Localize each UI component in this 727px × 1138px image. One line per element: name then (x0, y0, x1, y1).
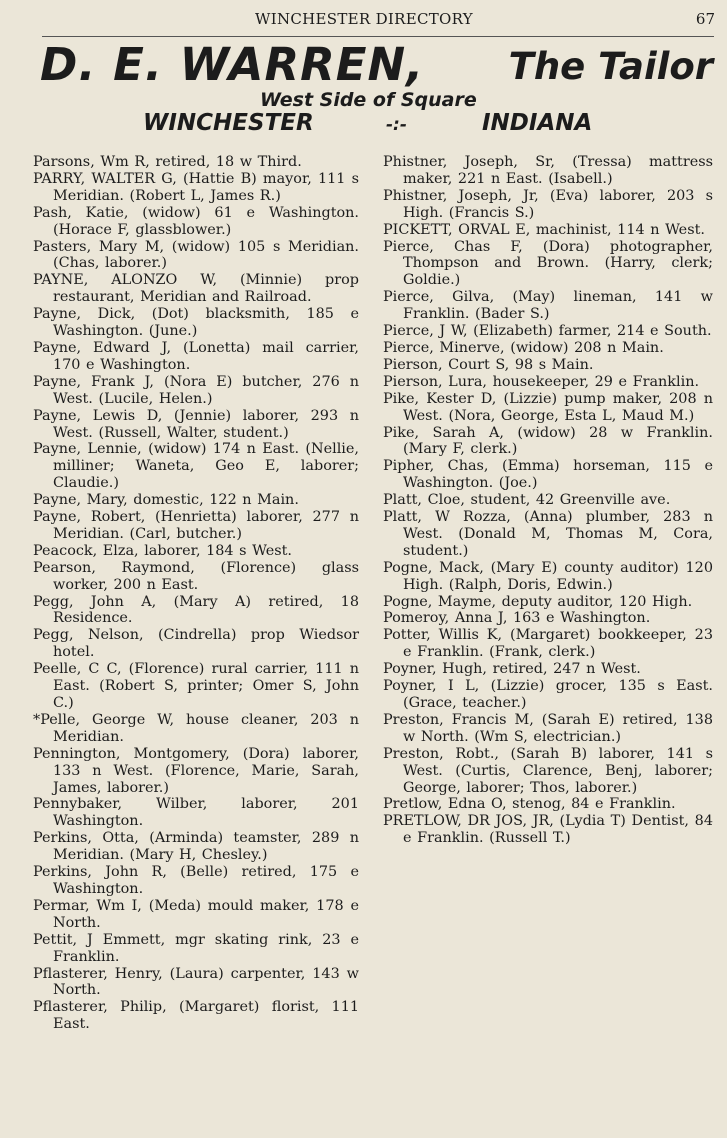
directory-entry: Perkins, John R, (Belle) retired, 175 e Washington. (33, 864, 359, 897)
directory-entry: Pogne, Mack, (Mary E) county auditor) 120 High. (Ralph, Doris, Edwin.) (383, 559, 713, 593)
advert-location: West Side of Square (260, 89, 477, 111)
directory-entry: Payne, Lennie, (widow) 174 n East. (Nellie, milliner; Waneta, Geo E, laborer; Claudie.) (33, 441, 359, 492)
directory-entry: Preston, Francis M, (Sarah E) retired, 138 w North. (Wm S, electrician.) (383, 711, 713, 745)
directory-entry: Potter, Willis K, (Margaret) bookkeeper, 23 e Franklin. (Frank, clerk.) (383, 627, 713, 661)
advert-state: INDIANA (482, 110, 593, 136)
directory-entry: Pennington, Montgomery, (Dora) laborer, 133 n West. (Florence, Marie, Sarah, James, laborer.) (33, 745, 359, 796)
directory-entry: PRETLOW, DR JOS, JR, (Lydia T) Dentist, 84 e Franklin. (Russell T.) (383, 813, 713, 847)
directory-entry: Pflasterer, Henry, (Laura) carpenter, 143 w North. (33, 965, 359, 999)
directory-entry: Payne, Lewis D, (Jennie) laborer, 293 n West. (Russell, Walter, student.) (33, 407, 359, 441)
running-head (0, 10, 727, 32)
directory-entry: Phistner, Joseph, Jr, (Eva) laborer, 203 s High. (Francis S.) (383, 187, 713, 221)
directory-entry: Perkins, Otta, (Arminda) teamster, 289 n Meridian. (Mary H, Chesley.) (33, 830, 359, 864)
header-rule (42, 36, 714, 37)
directory-entry: Pretlow, Edna O, stenog, 84 e Franklin. (383, 796, 676, 813)
advert-name: D. E. WARREN, (40, 38, 425, 91)
directory-entry: Pike, Sarah A, (widow) 28 w Franklin. (Mary F, clerk.) (383, 424, 713, 458)
directory-entry: Peelle, C C, (Florence) rural carrier, 111 n East. (Robert S, printer; Omer S, John C.) (33, 661, 359, 711)
directory-entry: Peacock, Elza, laborer, 184 s West. (33, 542, 292, 559)
directory-entry: Poyner, I L, (Lizzie) grocer, 135 s East. (Grace, teacher.) (383, 678, 713, 711)
directory-entry: Poyner, Hugh, retired, 247 n West. (383, 661, 641, 678)
directory-entry: Pasters, Mary M, (widow) 105 s Meridian. (Chas, laborer.) (33, 238, 359, 272)
directory-entry: *Pelle, George W, house cleaner, 203 n Meridian. (33, 711, 359, 745)
directory-entry: Payne, Dick, (Dot) blacksmith, 185 e Washington. (June.) (33, 306, 359, 340)
directory-entry: Pogne, Mayme, deputy auditor, 120 High. (383, 593, 693, 610)
directory-entry: Pearson, Raymond, (Florence) glass worker, 200 n East. (33, 559, 359, 593)
directory-entry: Payne, Edward J, (Lonetta) mail carrier, 170 e Washington. (33, 339, 359, 373)
directory-entry: Payne, Robert, (Henrietta) laborer, 277 n Meridian. (Carl, butcher.) (33, 509, 359, 542)
directory-entry: Pomeroy, Anna J, 163 e Washington. (383, 610, 651, 627)
directory-entry: Pierce, Gilva, (May) lineman, 141 w Franklin. (Bader S.) (383, 289, 713, 323)
directory-entry: Pierce, Minerve, (widow) 208 n Main. (383, 339, 664, 356)
directory-entry: Pierson, Court S, 98 s Main. (383, 356, 594, 373)
directory-entry: Permar, Wm I, (Meda) mould maker, 178 e North. (33, 897, 359, 931)
directory-entry: Pipher, Chas, (Emma) horseman, 115 e Washington. (Joe.) (383, 458, 713, 492)
directory-entry: Pike, Kester D, (Lizzie) pump maker, 208 n West. (Nora, George, Esta L, Maud M.) (383, 390, 713, 424)
directory-column-right (383, 154, 713, 847)
directory-entry: Pennybaker, Wilber, laborer, 201 Washington. (33, 796, 359, 830)
directory-entry: Pegg, John A, (Mary A) retired, 18 Residence. (33, 593, 359, 627)
directory-entry: Payne, Mary, domestic, 122 n Main. (33, 492, 299, 509)
directory-entry: PAYNE, ALONZO W, (Minnie) prop restaurant, Meridian and Railroad. (33, 272, 359, 306)
directory-entry: Parsons, Wm R, retired, 18 w Third. (33, 154, 302, 170)
advert-city: WINCHESTER (143, 110, 314, 136)
directory-entry: Pash, Katie, (widow) 61 e Washington. (Horace F, glassblower.) (33, 204, 359, 238)
directory-column-left (33, 154, 359, 1033)
directory-entry: Pierson, Lura, housekeeper, 29 e Franklin. (383, 373, 700, 390)
directory-entry: Platt, W Rozza, (Anna) plumber, 283 n West. (Donald M, Thomas M, Cora, student.) (383, 509, 713, 559)
directory-entry: Phistner, Joseph, Sr, (Tressa) mattress maker, 221 n East. (Isabell.) (383, 154, 713, 187)
advert-separator: -:- (386, 115, 407, 135)
directory-entry: Pflasterer, Philip, (Margaret) florist, 111 East. (33, 999, 359, 1033)
directory-entry: Platt, Cloe, student, 42 Greenville ave. (383, 492, 671, 509)
directory-entry: Pettit, J Emmett, mgr skating rink, 23 e Franklin. (33, 931, 359, 965)
directory-entry: Preston, Robt., (Sarah B) laborer, 141 s West. (Curtis, Clarence, Benj, laborer; George, laborer; Thos, laborer.) (383, 745, 713, 796)
page-number: 67 (695, 10, 715, 28)
advert-trade: The Tailor (508, 45, 713, 88)
directory-entry: PICKETT, ORVAL E, machinist, 114 n West. (383, 221, 705, 238)
running-title: WINCHESTER DIRECTORY (255, 10, 473, 28)
directory-entry: Pegg, Nelson, (Cindrella) prop Wiedsor hotel. (33, 627, 359, 661)
directory-entry: Pierce, J W, (Elizabeth) farmer, 214 e South. (383, 323, 712, 340)
directory-entry: Payne, Frank J, (Nora E) butcher, 276 n West. (Lucile, Helen.) (33, 373, 359, 407)
directory-entry: PARRY, WALTER G, (Hattie B) mayor, 111 s Meridian. (Robert L, James R.) (33, 170, 359, 204)
tailor-advertisement (0, 38, 727, 140)
directory-entry: Pierce, Chas F, (Dora) photographer, Thompson and Brown. (Harry, clerk; Goldie.) (383, 238, 713, 289)
